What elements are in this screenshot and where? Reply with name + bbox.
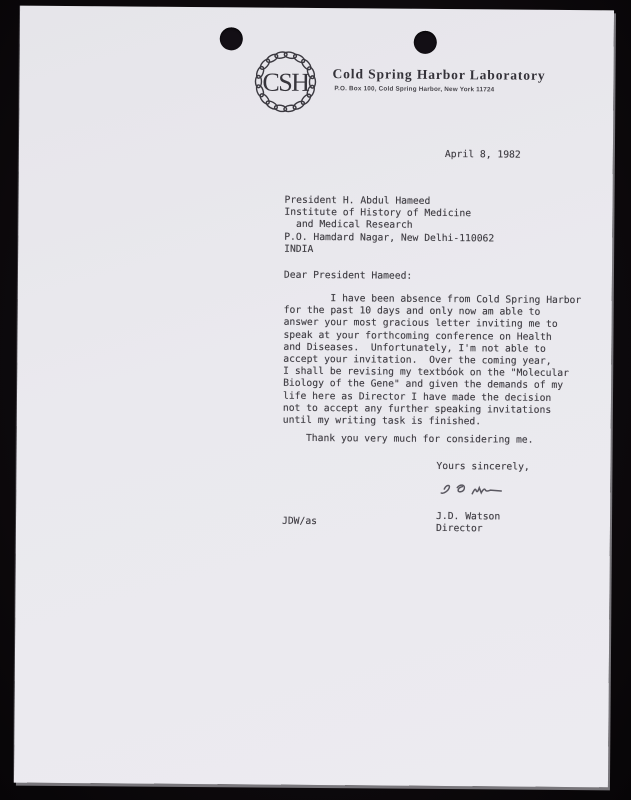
typist-reference: JDW/as (281, 515, 318, 528)
recipient-address-block: President H. Abdul Hameed Institute of History of Medicine and Medical Research P.O. Hamdard Nagar, New Delhi-110062 INDIA (284, 194, 495, 255)
body-paragraph-1: I have been absence from Cold Spring Harbor for the past 10 days and only now am able to answer your most gracious letter inviting me to speak at your forthcoming conference on Health and Diseases. Unfortunately, I'm not able to accept your invitation. Over the coming year, I shall be revising my textbóok on the "Molecular Biology of the Gene" and given the demands of my life here as Director I have made the decision not to accept any further speaking invitations until my writing task is finished. (282, 292, 582, 428)
csh-dna-ring-logo-icon (252, 49, 319, 116)
handwritten-signature-icon (434, 481, 516, 508)
body-paragraph-2: Thank you very much for considering me. (282, 432, 534, 446)
organization-name: Cold Spring Harbor Laboratory (332, 66, 546, 83)
letter-date: April 8, 1982 (444, 149, 521, 161)
signature-title: Director (435, 522, 483, 535)
letter-paper (14, 6, 614, 788)
punch-hole-right (414, 31, 437, 54)
closing-phrase: Yours sincerely, (436, 460, 530, 473)
punch-hole-left (220, 27, 243, 50)
salutation: Dear President Hameed: (283, 269, 413, 282)
organization-address: P.O. Box 100, Cold Spring Harbor, New York 11724 (334, 85, 495, 94)
signature-name: J.D. Watson (436, 510, 501, 523)
logo-monogram-text: CSH (262, 67, 309, 97)
